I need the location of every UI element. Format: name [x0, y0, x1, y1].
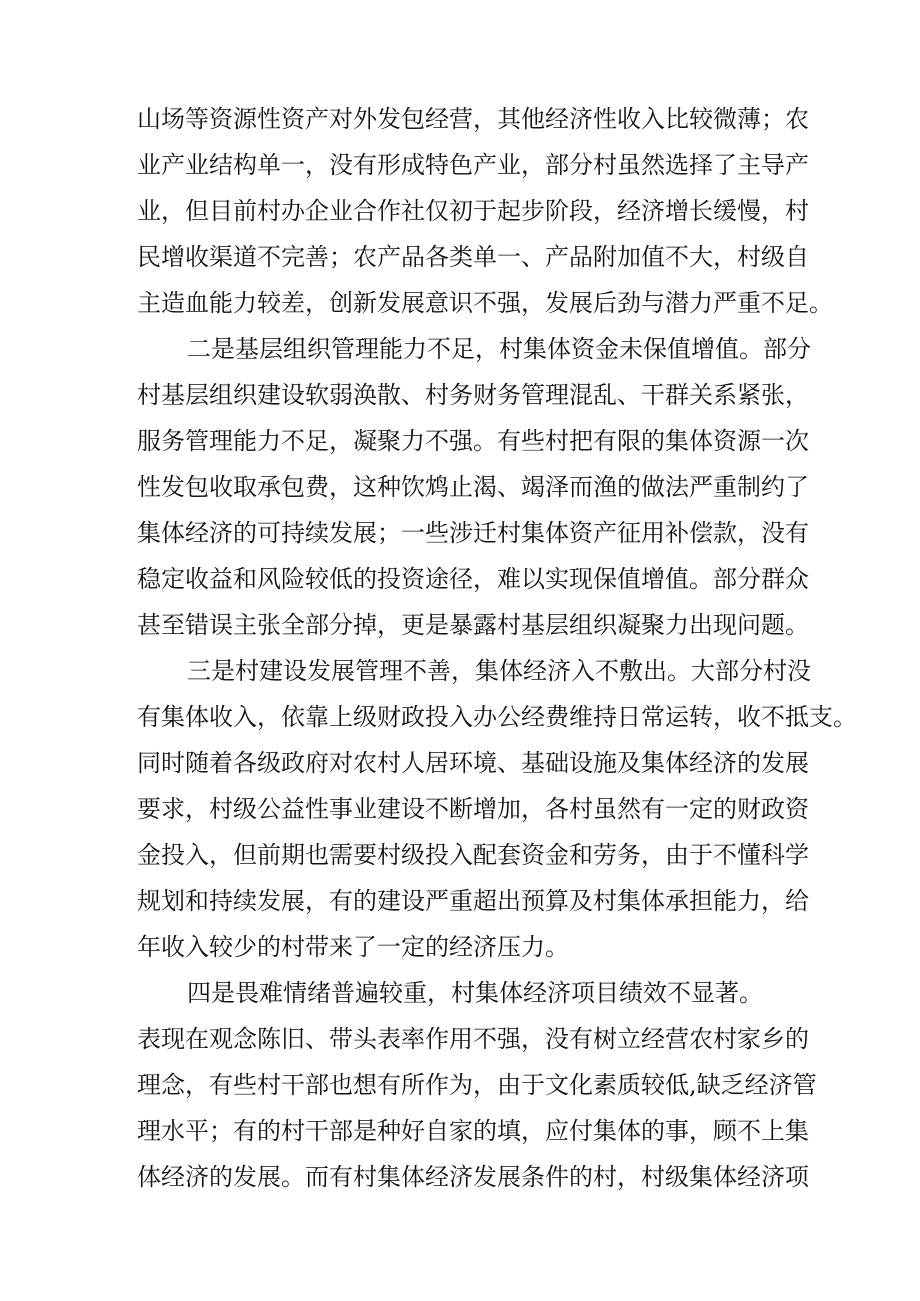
- text-line: 理念，有些村干部也想有所作为，由于文化素质较低,缺乏经济管: [137, 1071, 817, 1099]
- text-line: 集体经济的可持续发展；一些涉迁村集体资产征用补偿款，没有: [137, 519, 809, 547]
- text-line: 有集体收入，依靠上级财政投入办公经费维持日常运转，收不抵支。: [137, 703, 857, 731]
- text-line: 甚至错误主张全部分掉，更是暴露村基层组织凝聚力出现问题。: [137, 611, 809, 639]
- text-line: 主造血能力较差，创新发展意识不强，发展后劲与潜力严重不足。: [137, 289, 833, 317]
- text-line: 同时随着各级政府对农村人居环境、基础设施及集体经济的发展: [137, 749, 809, 777]
- body-text: [137, 96, 857, 1200]
- text-line: 性发包收取承包费，这种饮鸩止渴、竭泽而渔的做法严重制约了: [137, 473, 809, 501]
- text-line: 山场等资源性资产对外发包经营，其他经济性收入比较微薄；农: [137, 105, 809, 133]
- text-line: 金投入，但前期也需要村级投入配套资金和劳务，由于不懂科学: [137, 841, 809, 869]
- text-line: 服务管理能力不足，凝聚力不强。有些村把有限的集体资源一次: [137, 427, 809, 455]
- text-line: 业，但目前村办企业合作社仅初于起步阶段，经济增长缓慢，村: [137, 197, 809, 225]
- text-line: 体经济的发展。而有村集体经济发展条件的村，村级集体经济项: [137, 1163, 809, 1191]
- text-line: 要求，村级公益性事业建设不断增加，各村虽然有一定的财政资: [137, 795, 809, 823]
- text-line: 理水平；有的村干部是种好自家的填，应付集体的事，顾不上集: [137, 1117, 809, 1145]
- text-line: 业产业结构单一，没有形成特色产业，部分村虽然选择了主导产: [137, 151, 809, 179]
- text-line: 年收入较少的村带来了一定的经济压力。: [137, 933, 569, 961]
- text-line: 村基层组织建设软弱涣散、村务财务管理混乱、干群关系紧张，: [137, 381, 809, 409]
- paragraph-start-line: 四是畏难情绪普遍较重，村集体经济项目绩效不显著。: [187, 979, 763, 1007]
- text-line: 规划和持续发展，有的建设严重超出预算及村集体承担能力，给: [137, 887, 809, 915]
- text-line: 民增收渠道不完善；农产品各类单一、产品附加值不大，村级自: [137, 243, 809, 271]
- paragraph-start-line: 三是村建设发展管理不善，集体经济入不敷出。大部分村没: [187, 657, 811, 685]
- text-line: 稳定收益和风险较低的投资途径，难以实现保值增值。部分群众: [137, 565, 809, 593]
- paragraph-start-line: 二是基层组织管理能力不足，村集体资金未保值增值。部分: [187, 335, 811, 363]
- text-line: 表现在观念陈旧、带头表率作用不强，没有树立经营农村家乡的: [137, 1025, 809, 1053]
